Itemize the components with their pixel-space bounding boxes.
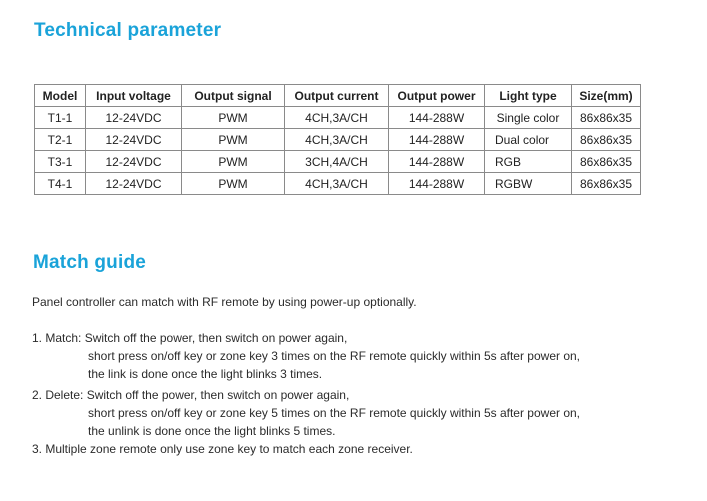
header-light-type: Light type [485,85,572,107]
cell-output-power: 144-288W [389,129,485,151]
match-guide-heading: Match guide [33,252,147,273]
cell-output-current: 4CH,3A/CH [285,129,389,151]
table-row [35,129,641,151]
header-model: Model [35,85,86,107]
technical-parameter-heading: Technical parameter [34,20,222,41]
guide-step-2-line-2: short press on/off key or zone key 5 times on the RF remote quickly within 5s after power on, [88,406,581,420]
cell-input-voltage: 12-24VDC [86,173,182,195]
table-header-row [35,85,641,107]
cell-input-voltage: 12-24VDC [86,107,182,129]
table-row [35,173,641,195]
cell-output-signal: PWM [182,107,285,129]
table-row [35,107,641,129]
cell-output-signal: PWM [182,129,285,151]
header-size: Size(mm) [572,85,641,107]
cell-size: 86x86x35 [572,107,641,129]
cell-light-type: Single color [485,107,572,129]
cell-model: T1-1 [35,107,86,129]
header-input-voltage: Input voltage [86,85,182,107]
guide-step-1-line-3: the link is done once the light blinks 3 times. [88,367,323,381]
cell-light-type: RGBW [485,173,572,195]
table-row [35,151,641,173]
cell-output-power: 144-288W [389,107,485,129]
cell-output-current: 4CH,3A/CH [285,173,389,195]
guide-step-2-line-3: the unlink is done once the light blinks 5 times. [88,424,336,438]
cell-output-power: 144-288W [389,173,485,195]
cell-output-signal: PWM [182,151,285,173]
cell-output-current: 4CH,3A/CH [285,107,389,129]
cell-size: 86x86x35 [572,173,641,195]
cell-input-voltage: 12-24VDC [86,129,182,151]
cell-model: T2-1 [35,129,86,151]
guide-intro: Panel controller can match with RF remote by using power-up optionally. [32,295,417,309]
spec-table [34,84,641,195]
cell-output-power: 144-288W [389,151,485,173]
cell-light-type: RGB [485,151,572,173]
cell-size: 86x86x35 [572,129,641,151]
cell-light-type: Dual color [485,129,572,151]
header-output-current: Output current [285,85,389,107]
cell-model: T4-1 [35,173,86,195]
guide-step-1: 1. Match: Switch off the power, then switch on power again, [32,331,348,345]
cell-output-current: 3CH,4A/CH [285,151,389,173]
guide-step-2: 2. Delete: Switch off the power, then switch on power again, [32,388,350,402]
cell-input-voltage: 12-24VDC [86,151,182,173]
guide-step-1-line-2: short press on/off key or zone key 3 times on the RF remote quickly within 5s after power on, [88,349,581,363]
guide-step-3: 3. Multiple zone remote only use zone key to match each zone receiver. [32,442,413,456]
cell-output-signal: PWM [182,173,285,195]
header-output-signal: Output signal [182,85,285,107]
cell-model: T3-1 [35,151,86,173]
cell-size: 86x86x35 [572,151,641,173]
header-output-power: Output power [389,85,485,107]
